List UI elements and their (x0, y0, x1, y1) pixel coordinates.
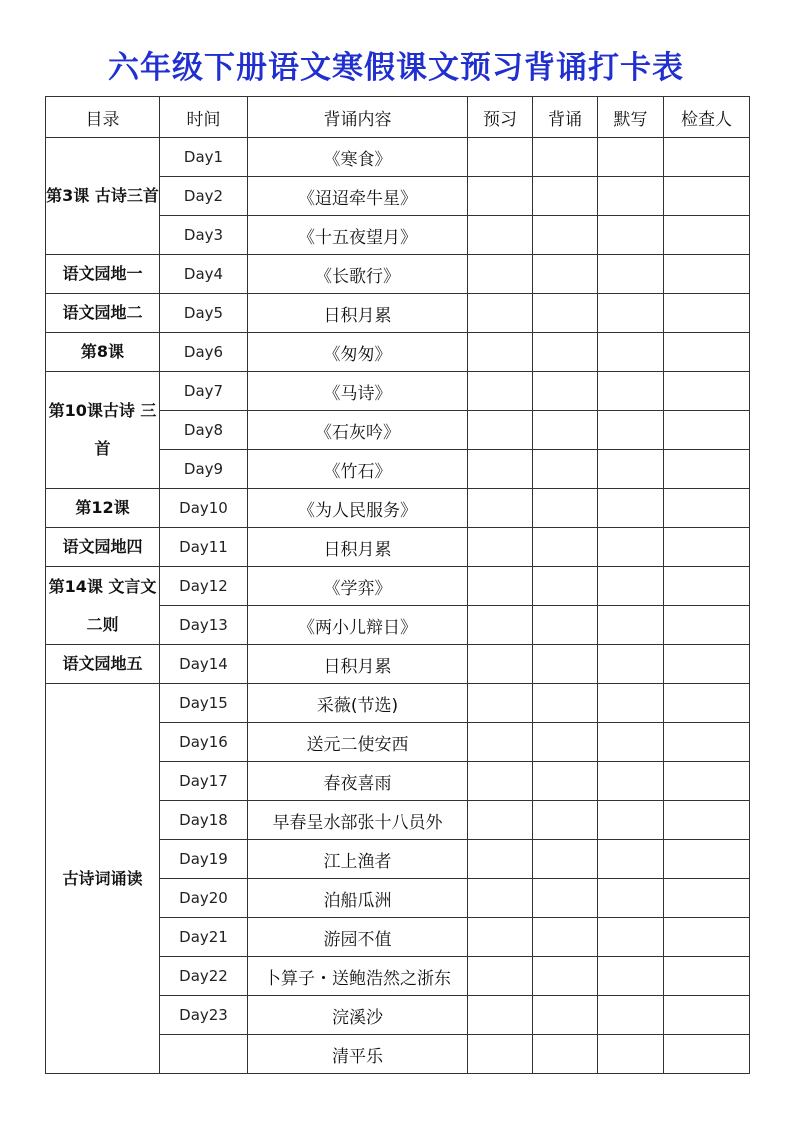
recite-check-cell[interactable] (533, 411, 598, 450)
dictation-check-cell[interactable] (598, 138, 664, 177)
dictation-check-cell[interactable] (598, 801, 664, 840)
recite-check-cell[interactable] (533, 645, 598, 684)
checker-check-cell[interactable] (664, 684, 750, 723)
day-cell: Day3 (160, 216, 248, 255)
checker-check-cell[interactable] (664, 645, 750, 684)
recite-content-cell: 《为人民服务》 (248, 489, 468, 528)
recite-check-cell[interactable] (533, 723, 598, 762)
preview-check-cell[interactable] (468, 645, 533, 684)
checker-check-cell[interactable] (664, 528, 750, 567)
dictation-check-cell[interactable] (598, 879, 664, 918)
preview-check-cell[interactable] (468, 801, 533, 840)
header-recite: 背诵 (533, 97, 598, 138)
checker-check-cell[interactable] (664, 333, 750, 372)
dictation-check-cell[interactable] (598, 840, 664, 879)
dictation-check-cell[interactable] (598, 177, 664, 216)
dictation-check-cell[interactable] (598, 606, 664, 645)
preview-check-cell[interactable] (468, 411, 533, 450)
recite-check-cell[interactable] (533, 294, 598, 333)
header-catalog: 目录 (46, 97, 160, 138)
checker-check-cell[interactable] (664, 723, 750, 762)
category-garden-5: 语文园地五 (46, 645, 160, 684)
day-cell (160, 1035, 248, 1074)
dictation-check-cell[interactable] (598, 996, 664, 1035)
header-dictation: 默写 (598, 97, 664, 138)
table-row (46, 294, 750, 333)
category-ancient-poems: 古诗词诵读 (46, 684, 160, 1074)
day-cell: Day12 (160, 567, 248, 606)
checker-check-cell[interactable] (664, 138, 750, 177)
checker-check-cell[interactable] (664, 411, 750, 450)
preview-check-cell[interactable] (468, 333, 533, 372)
checkin-table (45, 96, 750, 1074)
preview-check-cell[interactable] (468, 450, 533, 489)
recite-check-cell[interactable] (533, 879, 598, 918)
checker-check-cell[interactable] (664, 372, 750, 411)
checker-check-cell[interactable] (664, 294, 750, 333)
recite-content-cell: 《两小儿辩日》 (248, 606, 468, 645)
dictation-check-cell[interactable] (598, 1035, 664, 1074)
recite-content-cell: 卜算子・送鲍浩然之浙东 (248, 957, 468, 996)
preview-check-cell[interactable] (468, 996, 533, 1035)
checker-check-cell[interactable] (664, 840, 750, 879)
checker-check-cell[interactable] (664, 918, 750, 957)
day-cell: Day14 (160, 645, 248, 684)
preview-check-cell[interactable] (468, 216, 533, 255)
preview-check-cell[interactable] (468, 879, 533, 918)
dictation-check-cell[interactable] (598, 216, 664, 255)
day-cell: Day20 (160, 879, 248, 918)
dictation-check-cell[interactable] (598, 723, 664, 762)
page-title: 六年级下册语文寒假课文预习背诵打卡表 (108, 50, 684, 86)
recite-check-cell[interactable] (533, 528, 598, 567)
dictation-check-cell[interactable] (598, 528, 664, 567)
preview-check-cell[interactable] (468, 489, 533, 528)
day-cell: Day11 (160, 528, 248, 567)
header-checker: 检查人 (664, 97, 750, 138)
recite-content-cell: 日积月累 (248, 528, 468, 567)
dictation-check-cell[interactable] (598, 957, 664, 996)
table-row (46, 372, 750, 411)
recite-check-cell[interactable] (533, 840, 598, 879)
dictation-check-cell[interactable] (598, 567, 664, 606)
checker-check-cell[interactable] (664, 762, 750, 801)
dictation-check-cell[interactable] (598, 645, 664, 684)
checker-check-cell[interactable] (664, 450, 750, 489)
header-row (46, 97, 750, 138)
recite-check-cell[interactable] (533, 489, 598, 528)
day-cell: Day18 (160, 801, 248, 840)
day-cell: Day21 (160, 918, 248, 957)
checker-check-cell[interactable] (664, 996, 750, 1035)
recite-check-cell[interactable] (533, 333, 598, 372)
recite-check-cell[interactable] (533, 216, 598, 255)
recite-check-cell[interactable] (533, 372, 598, 411)
checker-check-cell[interactable] (664, 879, 750, 918)
day-cell: Day23 (160, 996, 248, 1035)
table-row (46, 333, 750, 372)
category-lesson-14: 第14课 文言文二则 (46, 567, 160, 645)
recite-content-cell: 游园不值 (248, 918, 468, 957)
day-cell: Day6 (160, 333, 248, 372)
day-cell: Day4 (160, 255, 248, 294)
day-cell: Day2 (160, 177, 248, 216)
checker-check-cell[interactable] (664, 177, 750, 216)
recite-content-cell: 清平乐 (248, 1035, 468, 1074)
dictation-check-cell[interactable] (598, 489, 664, 528)
preview-check-cell[interactable] (468, 255, 533, 294)
day-cell: Day19 (160, 840, 248, 879)
recite-content-cell: 《马诗》 (248, 372, 468, 411)
checker-check-cell[interactable] (664, 567, 750, 606)
table-row (46, 255, 750, 294)
recite-content-cell: 《学弈》 (248, 567, 468, 606)
header-preview: 预习 (468, 97, 533, 138)
preview-check-cell[interactable] (468, 372, 533, 411)
dictation-check-cell[interactable] (598, 918, 664, 957)
recite-content-cell: 《寒食》 (248, 138, 468, 177)
table-row (46, 645, 750, 684)
dictation-check-cell[interactable] (598, 450, 664, 489)
preview-check-cell[interactable] (468, 684, 533, 723)
recite-content-cell: 泊船瓜洲 (248, 879, 468, 918)
checker-check-cell[interactable] (664, 489, 750, 528)
recite-check-cell[interactable] (533, 255, 598, 294)
recite-content-cell: 采薇(节选) (248, 684, 468, 723)
recite-check-cell[interactable] (533, 1035, 598, 1074)
table-row (46, 138, 750, 177)
recite-content-cell: 日积月累 (248, 294, 468, 333)
table-row (46, 684, 750, 723)
recite-content-cell: 春夜喜雨 (248, 762, 468, 801)
category-garden-2: 语文园地二 (46, 294, 160, 333)
recite-check-cell[interactable] (533, 684, 598, 723)
day-cell: Day16 (160, 723, 248, 762)
header-time: 时间 (160, 97, 248, 138)
recite-check-cell[interactable] (533, 138, 598, 177)
table-row (46, 567, 750, 606)
recite-content-cell: 《石灰吟》 (248, 411, 468, 450)
category-lesson-10: 第10课古诗 三首 (46, 372, 160, 489)
preview-check-cell[interactable] (468, 957, 533, 996)
checker-check-cell[interactable] (664, 255, 750, 294)
dictation-check-cell[interactable] (598, 762, 664, 801)
preview-check-cell[interactable] (468, 723, 533, 762)
recite-check-cell[interactable] (533, 957, 598, 996)
checker-check-cell[interactable] (664, 216, 750, 255)
recite-content-cell: 日积月累 (248, 645, 468, 684)
day-cell: Day22 (160, 957, 248, 996)
recite-check-cell[interactable] (533, 801, 598, 840)
dictation-check-cell[interactable] (598, 684, 664, 723)
preview-check-cell[interactable] (468, 294, 533, 333)
day-cell: Day13 (160, 606, 248, 645)
recite-content-cell: 《十五夜望月》 (248, 216, 468, 255)
table-row (46, 489, 750, 528)
recite-content-cell: 《长歌行》 (248, 255, 468, 294)
recite-check-cell[interactable] (533, 450, 598, 489)
table-row (46, 528, 750, 567)
category-lesson-12: 第12课 (46, 489, 160, 528)
day-cell: Day5 (160, 294, 248, 333)
dictation-check-cell[interactable] (598, 333, 664, 372)
category-garden-1: 语文园地一 (46, 255, 160, 294)
recite-content-cell: 早春呈水部张十八员外 (248, 801, 468, 840)
preview-check-cell[interactable] (468, 567, 533, 606)
day-cell: Day17 (160, 762, 248, 801)
category-lesson-3: 第3课 古诗三首 (46, 138, 160, 255)
checker-check-cell[interactable] (664, 1035, 750, 1074)
dictation-check-cell[interactable] (598, 372, 664, 411)
recite-check-cell[interactable] (533, 177, 598, 216)
category-garden-4: 语文园地四 (46, 528, 160, 567)
recite-content-cell: 浣溪沙 (248, 996, 468, 1035)
preview-check-cell[interactable] (468, 177, 533, 216)
day-cell: Day9 (160, 450, 248, 489)
dictation-check-cell[interactable] (598, 294, 664, 333)
preview-check-cell[interactable] (468, 840, 533, 879)
checker-check-cell[interactable] (664, 957, 750, 996)
day-cell: Day1 (160, 138, 248, 177)
table-body (46, 138, 750, 1074)
recite-check-cell[interactable] (533, 918, 598, 957)
dictation-check-cell[interactable] (598, 411, 664, 450)
header-content: 背诵内容 (248, 97, 468, 138)
recite-content-cell: 《迢迢牵牛星》 (248, 177, 468, 216)
preview-check-cell[interactable] (468, 528, 533, 567)
preview-check-cell[interactable] (468, 762, 533, 801)
category-lesson-8: 第8课 (46, 333, 160, 372)
recite-content-cell: 《竹石》 (248, 450, 468, 489)
day-cell: Day7 (160, 372, 248, 411)
recite-check-cell[interactable] (533, 567, 598, 606)
preview-check-cell[interactable] (468, 138, 533, 177)
day-cell: Day15 (160, 684, 248, 723)
recite-content-cell: 《匆匆》 (248, 333, 468, 372)
preview-check-cell[interactable] (468, 918, 533, 957)
recite-content-cell: 送元二使安西 (248, 723, 468, 762)
recite-check-cell[interactable] (533, 996, 598, 1035)
recite-check-cell[interactable] (533, 762, 598, 801)
day-cell: Day10 (160, 489, 248, 528)
recite-check-cell[interactable] (533, 606, 598, 645)
checker-check-cell[interactable] (664, 606, 750, 645)
day-cell: Day8 (160, 411, 248, 450)
preview-check-cell[interactable] (468, 1035, 533, 1074)
checker-check-cell[interactable] (664, 801, 750, 840)
preview-check-cell[interactable] (468, 606, 533, 645)
dictation-check-cell[interactable] (598, 255, 664, 294)
recite-content-cell: 江上渔者 (248, 840, 468, 879)
